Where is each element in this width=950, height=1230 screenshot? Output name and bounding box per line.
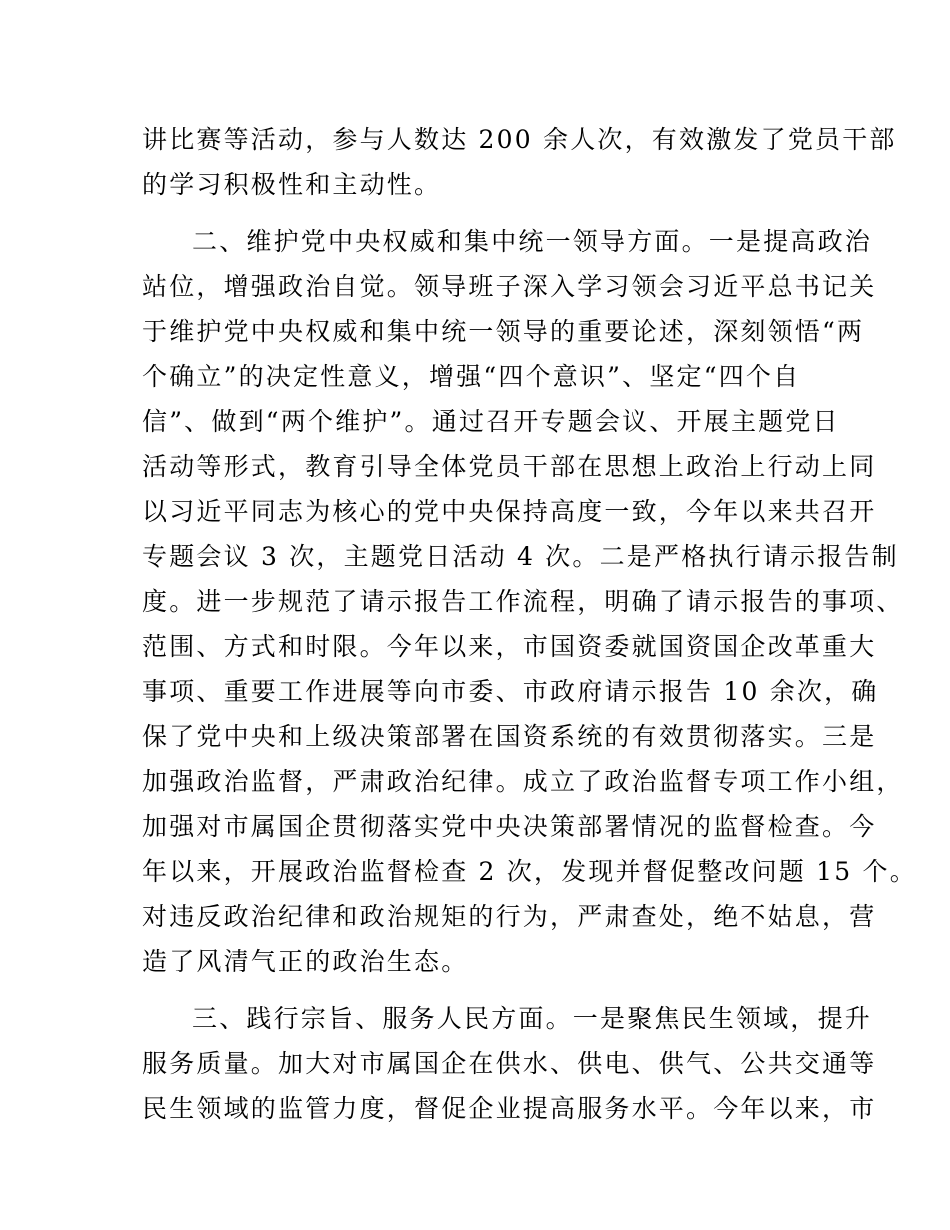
text-line: 加强对市属国企贯彻落实党中央决策部署情况的监督检查。今 [142,812,877,841]
paragraph-spacer [142,207,812,219]
text-line: 站位，增强政治自觉。领导班子深入学习领会习近平总书记关 [142,272,877,301]
text-line: 三、践行宗旨、服务人民方面。一是聚焦民生领域，提升 [192,1004,873,1033]
text-line: 范围、方式和时限。今年以来，市国资委就国资国企改革重大 [142,632,877,661]
text-line: 专题会议 3 次，主题党日活动 4 次。二是严格执行请示报告制 [142,542,899,571]
text-line: 年以来，开展政治监督检查 2 次，发现并督促整改问题 15 个。 [142,857,917,886]
text-line: 以习近平同志为核心的党中央保持高度一致，今年以来共召开 [142,497,877,526]
text-line: 民生领域的监管力度，督促企业提高服务水平。今年以来，市 [142,1094,877,1123]
text-line: 度。进一步规范了请示报告工作流程，明确了请示报告的事项、 [142,587,904,616]
text-line: 于维护党中央权威和集中统一领导的重要论述，深刻领悟“两 [142,317,865,346]
text-line: 活动等形式，教育引导全体党员干部在思想上政治上行动上同 [142,452,877,481]
paragraph-1 [142,117,897,207]
text-line: 造了风清气正的政治生态。 [142,947,469,976]
paragraph-spacer [142,984,812,996]
text-line: 服务质量。加大对市属国企在供水、供电、供气、公共交通等 [142,1049,877,1078]
text-line: 二、维护党中央权威和集中统一领导方面。一是提高政治 [192,227,873,256]
text-line: 加强政治监督，严肃政治纪律。成立了政治监督专项工作小组， [142,767,904,796]
text-line: 事项、重要工作进展等向市委、市政府请示报告 10 余次，确 [142,677,879,706]
text-line: 的学习积极性和主动性。 [142,170,442,199]
text-line: 个确立”的决定性意义，增强“四个意识”、坚定“四个自 [142,362,801,391]
text-line: 信”、做到“两个维护”。通过召开专题会议、开展主题党日 [142,407,840,436]
document-body [142,117,917,1131]
text-line: 讲比赛等活动，参与人数达 200 余人次，有效激发了党员干部 [142,125,897,154]
paragraph-2 [142,219,917,984]
paragraph-3 [142,996,877,1131]
text-line: 对违反政治纪律和政治规矩的行为，严肃查处，绝不姑息，营 [142,902,877,931]
text-line: 保了党中央和上级决策部署在国资系统的有效贯彻落实。三是 [142,722,877,751]
